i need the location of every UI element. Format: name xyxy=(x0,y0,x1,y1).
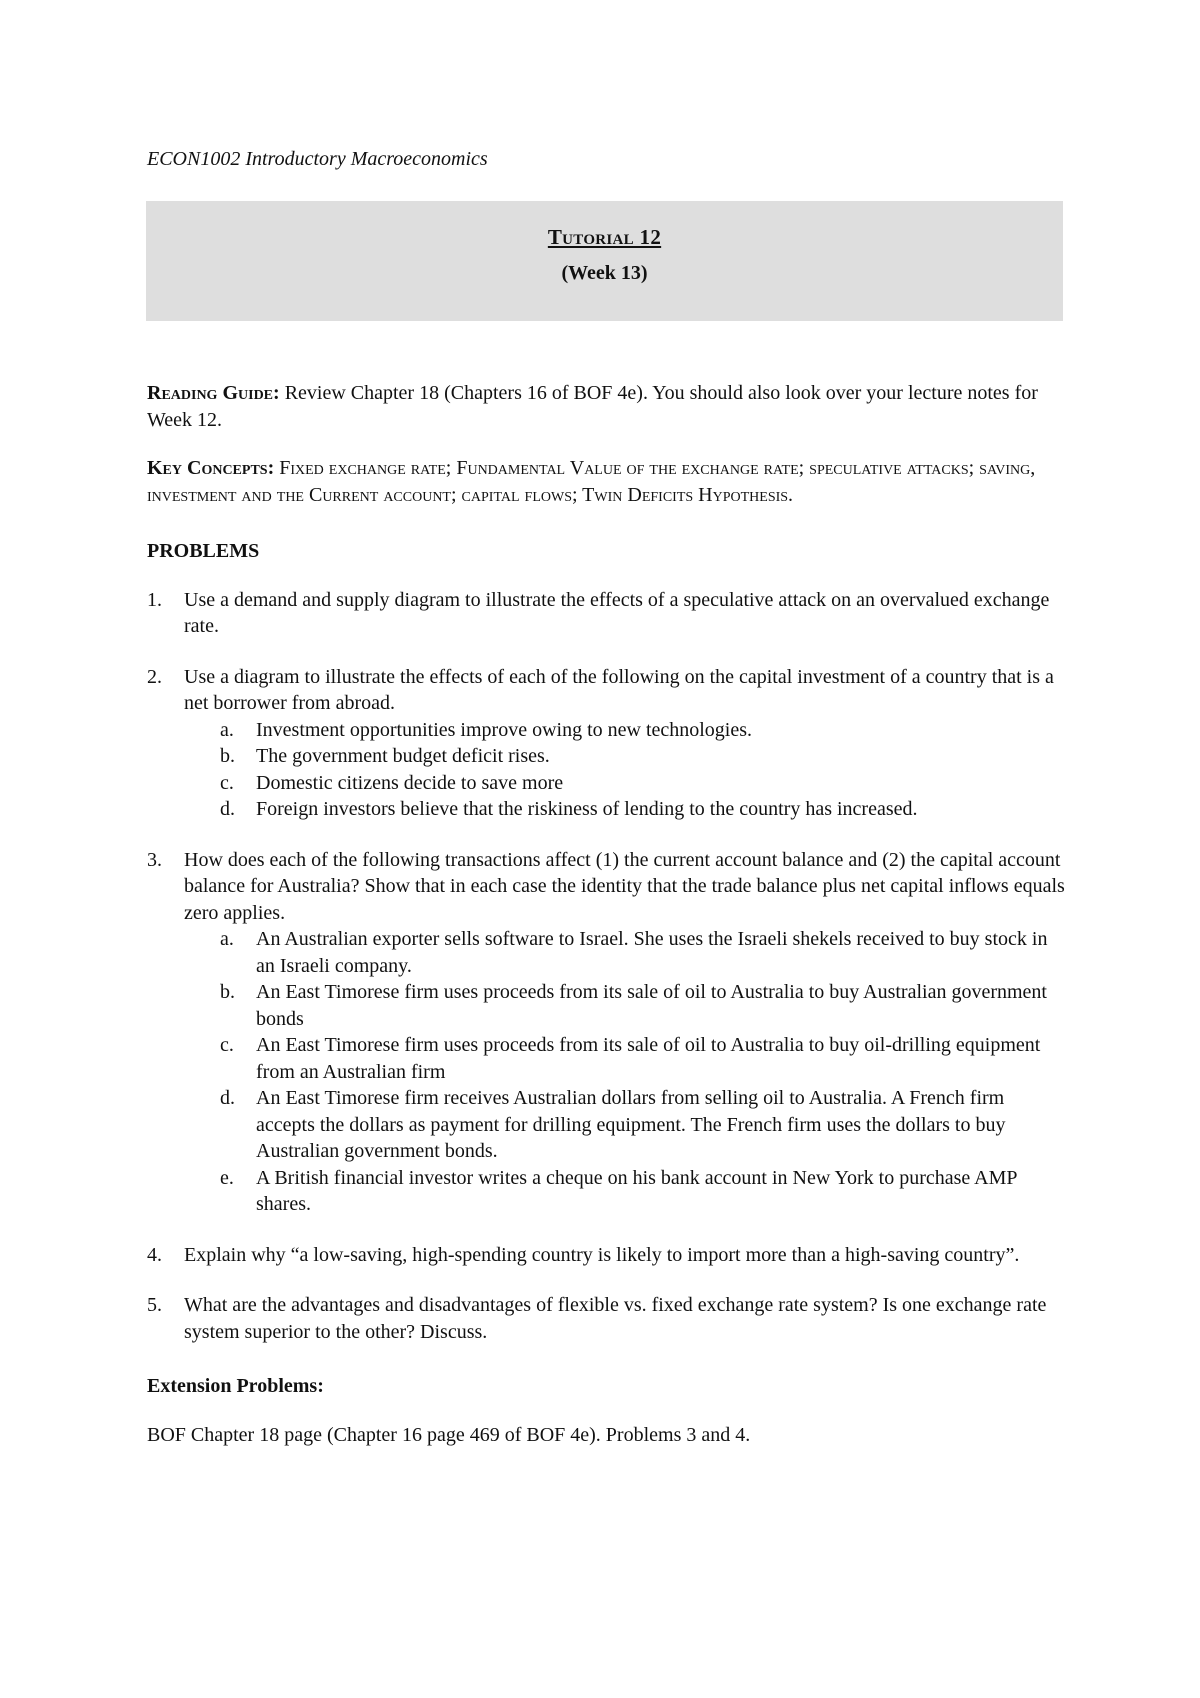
sub-question-text: Domestic citizens decide to save more xyxy=(256,771,564,794)
problem-text: Explain why “a low-saving, high-spending country is likely to import more than a high-saving country”. xyxy=(184,1243,1020,1266)
sub-question-item xyxy=(220,1032,1067,1085)
problem-text: How does each of the following transactions affect (1) the current account balance and (2) the capital account balance for Australia? Show that in each case the identity that the trade balance plus net capital inflows equals zero applies. xyxy=(184,848,1065,924)
sub-question-letter: d. xyxy=(220,1087,235,1109)
reading-guide-text: Review Chapter 18 (Chapters 16 of BOF 4e). You should also look over your lecture notes for Week 12. xyxy=(147,382,1038,431)
sub-question-text: The government budget deficit rises. xyxy=(256,745,550,767)
week-label: (Week 13) xyxy=(561,262,648,284)
sub-question-text: An East Timorese firm receives Australian dollars from selling oil to Australia. A French firm accepts the dollars as payment for drilling equipment. The French firm uses the dollars to buy Australian government bonds. xyxy=(256,1087,1006,1162)
problem-number: 1. xyxy=(147,588,162,611)
extension-heading: Extension Problems: xyxy=(147,1375,324,1397)
key-concepts-label: Key Concepts: xyxy=(147,457,275,479)
sub-question-text: An East Timorese firm uses proceeds from its sale of oil to Australia to buy Australian government bonds xyxy=(256,981,1047,1030)
sub-question-letter: a. xyxy=(220,928,234,950)
problem-item xyxy=(147,1292,1067,1345)
problem-number: 4. xyxy=(147,1243,162,1266)
problem-number: 5. xyxy=(147,1294,162,1316)
problem-item xyxy=(147,1242,1067,1269)
tutorial-title: Tutorial 12 xyxy=(547,225,662,249)
sub-question-text: Investment opportunities improve owing to new technologies. xyxy=(256,718,753,741)
sub-question-item xyxy=(220,1085,1067,1165)
problem-item xyxy=(147,664,1067,823)
problem-item xyxy=(147,587,1067,640)
sub-question-letter: a. xyxy=(220,718,234,741)
sub-question-item xyxy=(220,796,1067,823)
sub-question-letter: d. xyxy=(220,798,235,820)
sub-question-text: Foreign investors believe that the riskiness of lending to the country has increased. xyxy=(256,798,918,820)
problem-list xyxy=(147,587,1067,1346)
sub-question-text: An Australian exporter sells software to Israel. She uses the Israeli shekels received to buy stock in an Israeli company. xyxy=(256,928,1048,977)
sub-question-letter: b. xyxy=(220,745,235,767)
sub-question-list xyxy=(184,926,1067,1218)
reading-guide xyxy=(147,380,1067,433)
title-banner xyxy=(146,201,1063,321)
sub-question-item xyxy=(220,926,1067,979)
problem-text: Use a demand and supply diagram to illustrate the effects of a speculative attack on an overvalued exchange rate. xyxy=(184,588,1050,637)
problem-number: 2. xyxy=(147,665,162,688)
sub-question-item xyxy=(220,1165,1067,1218)
problem-item xyxy=(147,847,1067,1218)
sub-question-letter: c. xyxy=(220,771,234,794)
key-concepts xyxy=(147,455,1067,508)
course-title: ECON1002 Introductory Macroeconomics xyxy=(147,148,488,170)
extension-text: BOF Chapter 18 page (Chapter 16 page 469 of BOF 4e). Problems 3 and 4. xyxy=(147,1423,751,1446)
document-body xyxy=(147,380,1067,1448)
sub-question-letter: b. xyxy=(220,981,235,1003)
reading-guide-label: Reading Guide: xyxy=(147,382,280,404)
sub-question-item xyxy=(220,770,1067,797)
sub-question-item xyxy=(220,743,1067,770)
problems-heading: PROBLEMS xyxy=(147,540,260,562)
sub-question-item xyxy=(220,717,1067,744)
problem-number: 3. xyxy=(147,848,162,871)
key-concepts-text: Fixed exchange rate; Fundamental Value of the exchange rate; speculative attacks; saving, investment and the Current account; capital flows; Twin Deficits Hypothesis. xyxy=(147,457,1036,506)
problem-text: What are the advantages and disadvantages of flexible vs. fixed exchange rate system? Is one exchange rate system superior to the other? Discuss. xyxy=(184,1294,1047,1343)
sub-question-text: An East Timorese firm uses proceeds from its sale of oil to Australia to buy oil-drilling equipment from an Australian firm xyxy=(256,1034,1041,1083)
sub-question-item xyxy=(220,979,1067,1032)
sub-question-list xyxy=(184,717,1067,823)
sub-question-letter: e. xyxy=(220,1166,234,1189)
problem-text: Use a diagram to illustrate the effects of each of the following on the capital investment of a country that is a net borrower from abroad. xyxy=(184,665,1054,714)
sub-question-letter: c. xyxy=(220,1034,234,1056)
sub-question-text: A British financial investor writes a cheque on his bank account in New York to purchase AMP shares. xyxy=(256,1166,1017,1215)
